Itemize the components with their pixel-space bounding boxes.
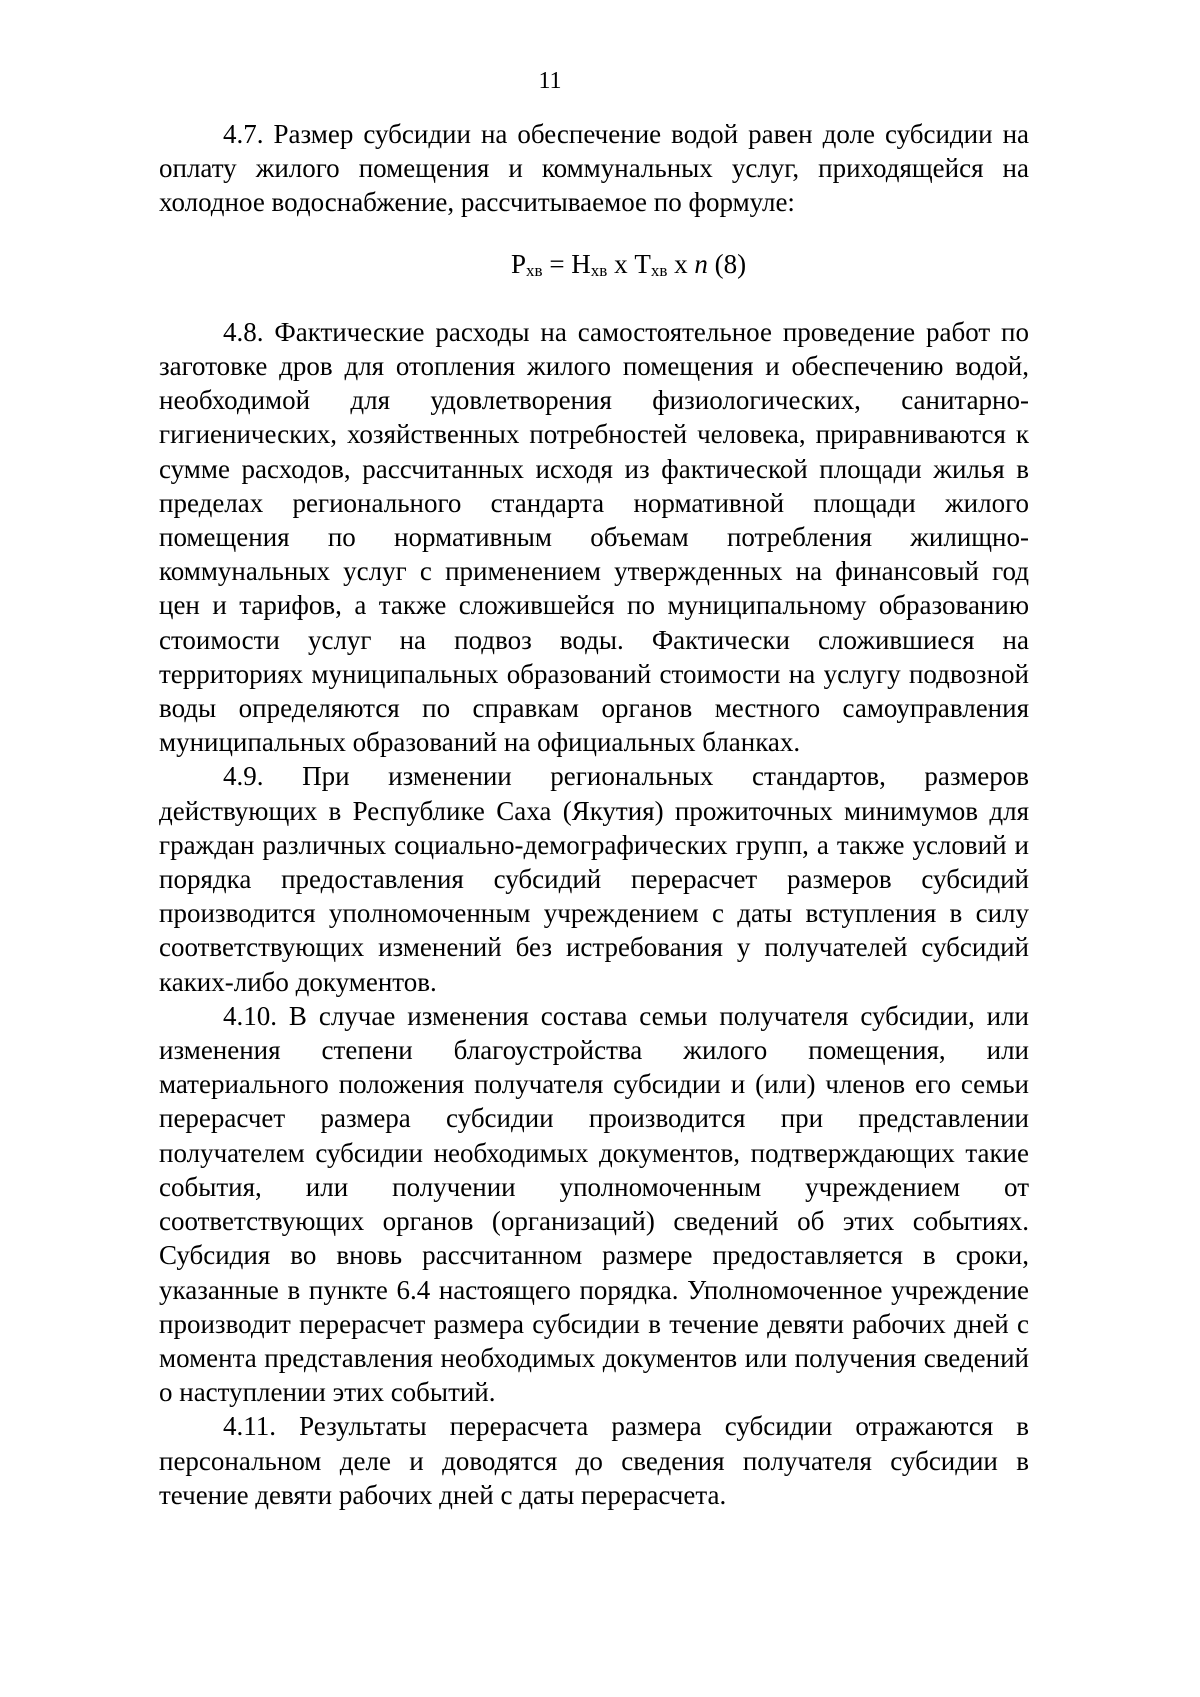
formula-term-n: n (694, 248, 708, 279)
formula-term-norm: Н (571, 248, 591, 279)
page-number: 11 (538, 68, 562, 94)
formula-equals: = (542, 248, 572, 279)
paragraph-4-9: 4.9. При изменении региональных стандартов, размеров действующих в Республике Саха (Якутия) прожиточных минимумов для граждан различных социально-демографических групп, а также условий и порядка предоставления субсидий перерасчет размеров субсидий производится уполномоченным учреждением с даты вступления в силу соответствующих изменений без истребования у получателей субсидий каких-либо документов. (159, 761, 1029, 997)
paragraph-4-7: 4.7. Размер субсидии на обеспечение водой равен доле субсидии на оплату жилого помещения и коммунальных услуг, приходящейся на холодное водоснабжение, рассчитываемое по формуле: (159, 119, 1029, 218)
formula-term-norm-subscript: хв (590, 260, 608, 280)
document-body (159, 117, 1029, 1512)
formula-8 (159, 220, 1029, 315)
formula-number: (8) (707, 248, 747, 279)
formula-lhs: Р (511, 248, 527, 279)
paragraph-4-10: 4.10. В случае изменения состава семьи получателя субсидии, или изменения степени благоустройства жилого помещения, или материального положения получателя субсидии и (или) членов его семьи перерасчет размера субсидии производится при представлении получателем субсидии необходимых документов, подтверждающих такие события, или получении уполномоченным учреждением от соответствующих органов (организаций) сведений об этих событиях. Субсидия во вновь рассчитанном размере предоставляется в сроки, указанные в пункте 6.4 настоящего порядка. Уполномоченное учреждение производит перерасчет размера субсидии в течение девяти рабочих дней с момента представления необходимых документов или получения сведений о наступлении этих событий. (159, 1000, 1029, 1408)
formula-term-tariff-subscript: хв (650, 260, 668, 280)
paragraph-4-11: 4.11. Результаты перерасчета размера субсидии отражаются в персональном деле и доводятся до сведения получателя субсидии в течение девяти рабочих дней с даты перерасчета. (159, 1411, 1029, 1510)
formula-multiply-sign: х (667, 248, 695, 279)
formula-term-tariff: Т (634, 248, 651, 279)
formula-lhs-subscript: хв (526, 260, 543, 280)
formula-multiply-sign: х (607, 248, 635, 279)
paragraph-4-8: 4.8. Фактические расходы на самостоятельное проведение работ по заготовке дров для отопления жилого помещения и обеспечению водой, необходимой для удовлетворения физиологических, санитарно-гигиенических, хозяйственных потребностей человека, приравниваются к сумме расходов, рассчитанных исходя из фактической площади жилья в пределах регионального стандарта нормативной площади жилого помещения по нормативным объемам потребления жилищно-коммунальных услуг с применением утвержденных на финансовый год цен и тарифов, а также сложившейся по муниципальному образованию стоимости услуг на подвоз воды. Фактически сложившиеся на территориях муниципальных образований стоимости на услугу подвозной воды определяются по справкам органов местного самоуправления муниципальных образований на официальных бланках. (159, 316, 1029, 758)
